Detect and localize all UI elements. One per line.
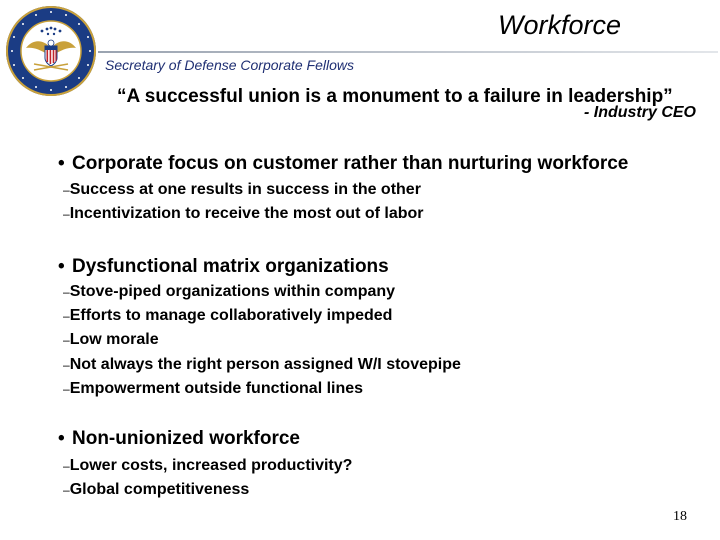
sub-bullet-text: Not always the right person assigned W/I stovepipe xyxy=(69,356,461,373)
slide-subtitle: Secretary of Defense Corporate Fellows xyxy=(105,57,354,73)
sub-bullet xyxy=(63,356,461,374)
bullet-dysfunctional-matrix xyxy=(58,256,389,278)
sub-bullet-dash: – xyxy=(63,333,70,347)
sub-bullet-text: Lower costs, increased productivity? xyxy=(69,457,353,474)
sub-bullet-text: Low morale xyxy=(69,331,159,348)
sub-bullet-dash: – xyxy=(63,358,70,372)
sub-bullet-text: Global competitiveness xyxy=(69,481,250,498)
page-number: 18 xyxy=(673,509,687,524)
sub-bullet-text: Success at one results in success in the other xyxy=(69,181,421,198)
quote-attribution: - Industry CEO xyxy=(583,104,696,121)
sub-bullet-text: Stove-piped organizations within company xyxy=(69,283,396,300)
sub-bullet-text: Empowerment outside functional lines xyxy=(69,380,364,397)
sub-bullet-dash: – xyxy=(63,309,70,323)
bullet-dot: • xyxy=(58,153,65,174)
sub-bullet-dash: – xyxy=(63,483,70,497)
bullet-non-unionized xyxy=(58,428,300,450)
sub-bullet xyxy=(63,307,392,325)
sub-bullet-dash: – xyxy=(63,285,70,299)
dod-seal-logo xyxy=(4,4,98,98)
sub-bullet xyxy=(63,457,352,475)
sub-bullet xyxy=(63,380,363,398)
sub-bullet-dash: – xyxy=(63,207,70,221)
sub-bullet xyxy=(63,331,159,349)
bullet-dot: • xyxy=(58,256,65,277)
sub-bullet-text: Incentivization to receive the most out of labor xyxy=(69,205,424,222)
sub-bullet xyxy=(63,205,424,223)
bullet-dot: • xyxy=(58,428,65,449)
bullet-heading: Non-unionized workforce xyxy=(72,428,300,449)
sub-bullet-dash: – xyxy=(63,382,70,396)
sub-bullet xyxy=(63,181,421,199)
bullet-corporate-focus xyxy=(58,153,628,175)
sub-bullet xyxy=(63,283,395,301)
department-of-defense-seal-icon xyxy=(4,4,98,98)
bullet-heading: Corporate focus on customer rather than nurturing workforce xyxy=(72,153,629,174)
quote-text: “A successful union is a monument to a failure in leadership” xyxy=(117,86,673,107)
bullet-heading: Dysfunctional matrix organizations xyxy=(72,256,389,277)
sub-bullet-dash: – xyxy=(63,459,70,473)
sub-bullet-dash: – xyxy=(63,183,70,197)
header-divider xyxy=(98,51,718,53)
slide-title: Workforce xyxy=(497,10,621,40)
sub-bullet xyxy=(63,481,249,499)
sub-bullet-text: Efforts to manage collaboratively impeded xyxy=(69,307,393,324)
